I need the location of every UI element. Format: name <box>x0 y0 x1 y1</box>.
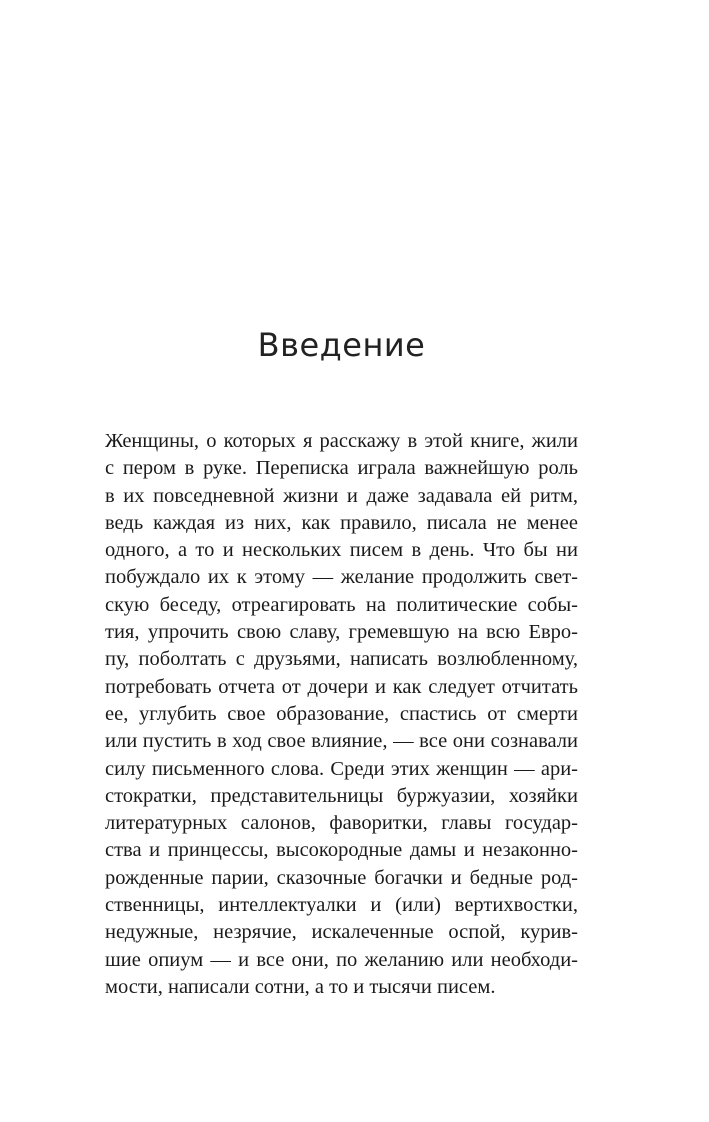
text-line: одного, а то и нескольких писем в день. Что бы ни <box>105 539 578 562</box>
text-line: с пером в руке. Переписка играла важнейшую роль <box>105 457 578 480</box>
text-line: потребовать отчета от дочери и как следует отчитать <box>105 675 578 698</box>
text-line: ведь каждая из них, как правило, писала не менее <box>105 511 578 534</box>
text-line: литературных салонов, фаворитки, главы государ- <box>105 812 578 835</box>
text-line: тия, упрочить свою славу, гремевшую на всю Евро- <box>105 621 578 644</box>
text-line: ственницы, интеллектуалки и (или) вертихвостки, <box>105 894 578 917</box>
body-paragraph <box>105 428 578 1001</box>
text-line: недужные, незрячие, искалеченные оспой, курив- <box>105 921 578 944</box>
text-line: или пустить в ход свое влияние, — все они сознавали <box>105 730 578 753</box>
text-line: ства и принцессы, высокородные дамы и незаконно- <box>105 839 578 862</box>
text-line: мости, написали сотни, а то и тысячи писем. <box>105 975 496 998</box>
text-line: пу, поболтать с друзьями, написать возлюбленному, <box>105 648 578 671</box>
text-line: побуждало их к этому — желание продолжить свет- <box>105 566 578 589</box>
text-line: стократки, представительницы буржуазии, хозяйки <box>105 784 578 807</box>
text-line: шие опиум — и все они, по желанию или необходи- <box>105 948 578 971</box>
text-line: в их повседневной жизни и даже задавала ей ритм, <box>105 484 578 507</box>
chapter-title: Введение <box>257 326 426 364</box>
text-line: Женщины, о которых я расскажу в этой книге, жили <box>105 430 578 452</box>
text-line: рожденные парии, сказочные богачки и бедные род- <box>105 866 578 889</box>
text-line: ее, углубить свое образование, спастись от смерти <box>105 702 578 725</box>
text-line: скую беседу, отреагировать на политические собы- <box>105 593 578 616</box>
text-line: силу письменного слова. Среди этих женщин — ари- <box>105 757 578 780</box>
